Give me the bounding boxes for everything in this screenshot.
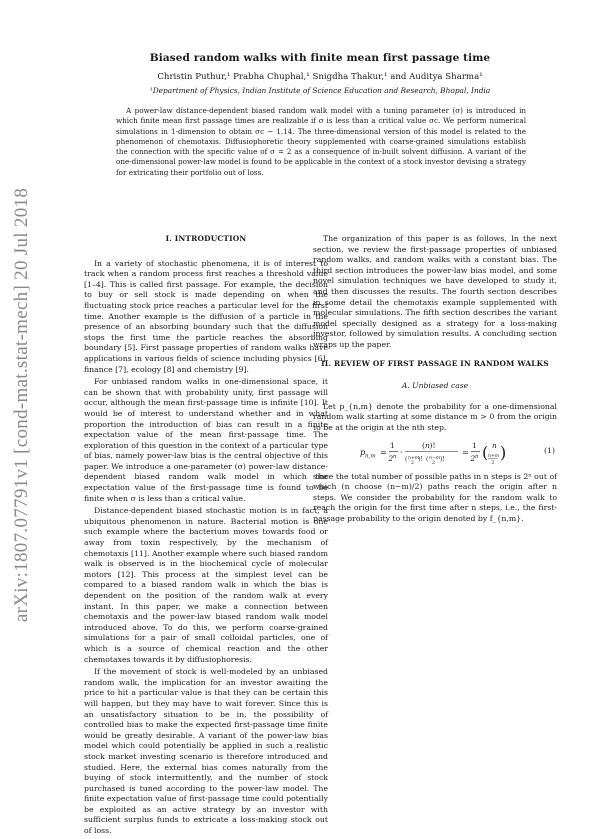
subsection-heading-unbiased: A. Unbiased case (401, 381, 469, 391)
svg-text:)!: )! (440, 455, 445, 463)
section-heading-review: II. REVIEW OF FIRST PASSAGE IN RANDOM WALKS (321, 358, 549, 368)
svg-text:2: 2 (388, 453, 394, 463)
svg-text:)!: )! (429, 440, 436, 450)
svg-text:2: 2 (432, 460, 435, 466)
svg-text:2: 2 (491, 460, 495, 465)
intro-paragraph-2: For unbiased random walks in one-dimensional space, it can be shown that with probability unity, first passage will occur, although the mean first-passage time is infinite [10]. It would be of interest to understand whether and in what proportion the introduction of bias can result in a finite expectation value of the mean first-passage time. The exploration of this question in the context of a particular type of bias, namely power-law bias is the central objective of this paper. We introduce a one-parameter (σ) power-law distance-dependent biased random walk model in which the expectation value of the first-passage time is found to be finite when σ is less than a critical value. (84, 377, 328, 503)
equation-1 (313, 438, 557, 466)
author-list: Christin Puthur,¹ Prabha Chuphal,¹ Snigdha Thakur,¹ and Auditya Sharma¹ (157, 72, 483, 82)
paper-title: Biased random walks with finite mean first passage time (149, 52, 491, 64)
svg-text:)!: )! (418, 455, 423, 463)
svg-text:n: n (492, 440, 497, 450)
intro-paragraph-1: In a variety of stochastic phenomena, it is of interest to track when a random process first reaches a threshold value [1–4]. This is called first passage. For example, the decision to buy or sell stock is made depending on when the fluctuating stock price reaches a particular level for the first time. Another example is the diffusion of a particle in the presence of an absorbing boundary such that the diffusion stops the first time the particle reaches the absorbing boundary [5]. First passage properties of random walks have applications in various fields of science including physics [6], finance [7], ecology [8] and chemistry [9]. (84, 258, 328, 374)
svg-text:n: n (393, 453, 397, 460)
svg-text:2: 2 (470, 453, 476, 463)
intro-paragraph-4: If the movement of stock is well-modeled by an unbiased random walk, the implication for an investor awaiting the price to hit a particular value is that they can be certain this will happen, but they may have to wait forever. Since this is an unsatisfactory situation to be in, the possibility of controlled bias to make the expected first-passage time finite would be greatly desirable. A variant of the power-law bias model which could potentially be applied in such a realistic stock market investing scenario is therefore introduced and studied. Here, the external bias comes naturally from the buying of stock intermittently, and the number of stock purchased is tuned according to the power-law model. The finite expectation value of first-passage time could potentially be exploited as an active strategy by an investor with sufficient surplus funds to extricate a loss-making stock out of loss. (84, 667, 328, 836)
left-column (84, 234, 328, 839)
intro-paragraph-3: Distance-dependent biased stochastic motion is in fact, a ubiquitous phenomenon in nature. Bacterial motion is one such example where the bacterium moves towards food or away from toxin respectively, by the mechanism of chemotaxis [11]. Another example where such biased random walk is observed is in the biochemical cycle of molecular motors [12]. This process at the simplest level can be compared to a biased random walk in which the bias is dependent on the position of the random walk at every instant. In this paper, we make a connection between chemotaxis and the power-law biased random walk model introduced above. To do this, we perform coarse-grained simulations for a pair of small colloidal particles, one of which is a source of chemical reaction and the other chemotaxes towards it by diffusiophoresis. (84, 506, 328, 664)
arxiv-identifier-text: arXiv:1807.07791v1 [cond-mat.stat-mech] 20 Jul 2018 (11, 187, 32, 623)
svg-text:=: = (462, 446, 469, 457)
unbiased-paragraph-2: since the total number of possible paths in n steps is 2ⁿ out of which (n choose (n−m)/2) paths reach the origin after n steps. We consider the probability for the random walk to reach the origin for the first time after n steps, i.e., the first-passage probability to the origin denoted by f_{n,m}. (313, 471, 557, 523)
svg-text:(: ( (426, 455, 429, 463)
svg-text:n: n (425, 440, 430, 450)
equation-1-formula (360, 438, 510, 466)
svg-text:1: 1 (390, 440, 395, 450)
svg-text:n: n (475, 453, 479, 460)
right-column (313, 234, 557, 526)
svg-text:(: ( (405, 455, 408, 463)
abstract: A power-law distance-dependent biased random walk model with a tuning parameter (σ) is introduced in which finite mean first passage times are realizable if σ is less than a critical value σc. We perform numerical simulations in 1-dimension to obtain σc ∼ 1.14. The three-dimensional version of this model is related to the phenomenon of chemotaxis. Diffusiophoretic theory supplemented with coarse-grained simulations establish the connection with the specific value of σ = 2 as a consequence of in-built solvent diffusion. A variant of the one-dimensional power-law model is found to be applicable in the context of a stock investor devising a strategy for extricating their portfolio out of loss. (116, 106, 527, 177)
svg-text:n+m: n+m (408, 455, 420, 461)
svg-text:1: 1 (472, 440, 477, 450)
svg-text:n,m: n,m (365, 453, 376, 459)
svg-text:2: 2 (411, 460, 414, 466)
equation-1-number: (1) (543, 445, 555, 455)
svg-text:): ) (500, 442, 507, 462)
svg-text:p: p (360, 446, 366, 457)
svg-text:=: = (380, 446, 387, 457)
svg-text:(: ( (482, 442, 489, 462)
section-heading-introduction: I. INTRODUCTION (165, 234, 247, 243)
svg-text:n−m: n−m (429, 455, 441, 461)
svg-text:(: ( (422, 440, 425, 450)
intro-paragraph-5: The organization of this paper is as follows. In the next section, we review the first-passage properties of unbiased random walks, and random walks with a constant bias. The third section introduces the power-law bias model, and some novel simulation techniques we have developed to study it, and then discusses the results. The fourth section describes in some detail the chemotaxis example supplemented with molecular simulations. The fifth section describes the variant model specially designed as a strategy for a loss-making investor, followed by simulation results. A concluding section wraps up the paper. (313, 234, 557, 349)
unbiased-paragraph-1: Let p_{n,m} denote the probability for a one-dimensional random walk starting at some distance m > 0 from the origin to be at the origin at the nth step. (313, 401, 557, 432)
svg-text:·: · (400, 446, 403, 457)
svg-text:n+m: n+m (488, 453, 500, 459)
affiliation: ¹Department of Physics, Indian Institute of Science Education and Research, Bhopal, India (149, 86, 491, 95)
arxiv-identifier-stamp (6, 60, 38, 750)
